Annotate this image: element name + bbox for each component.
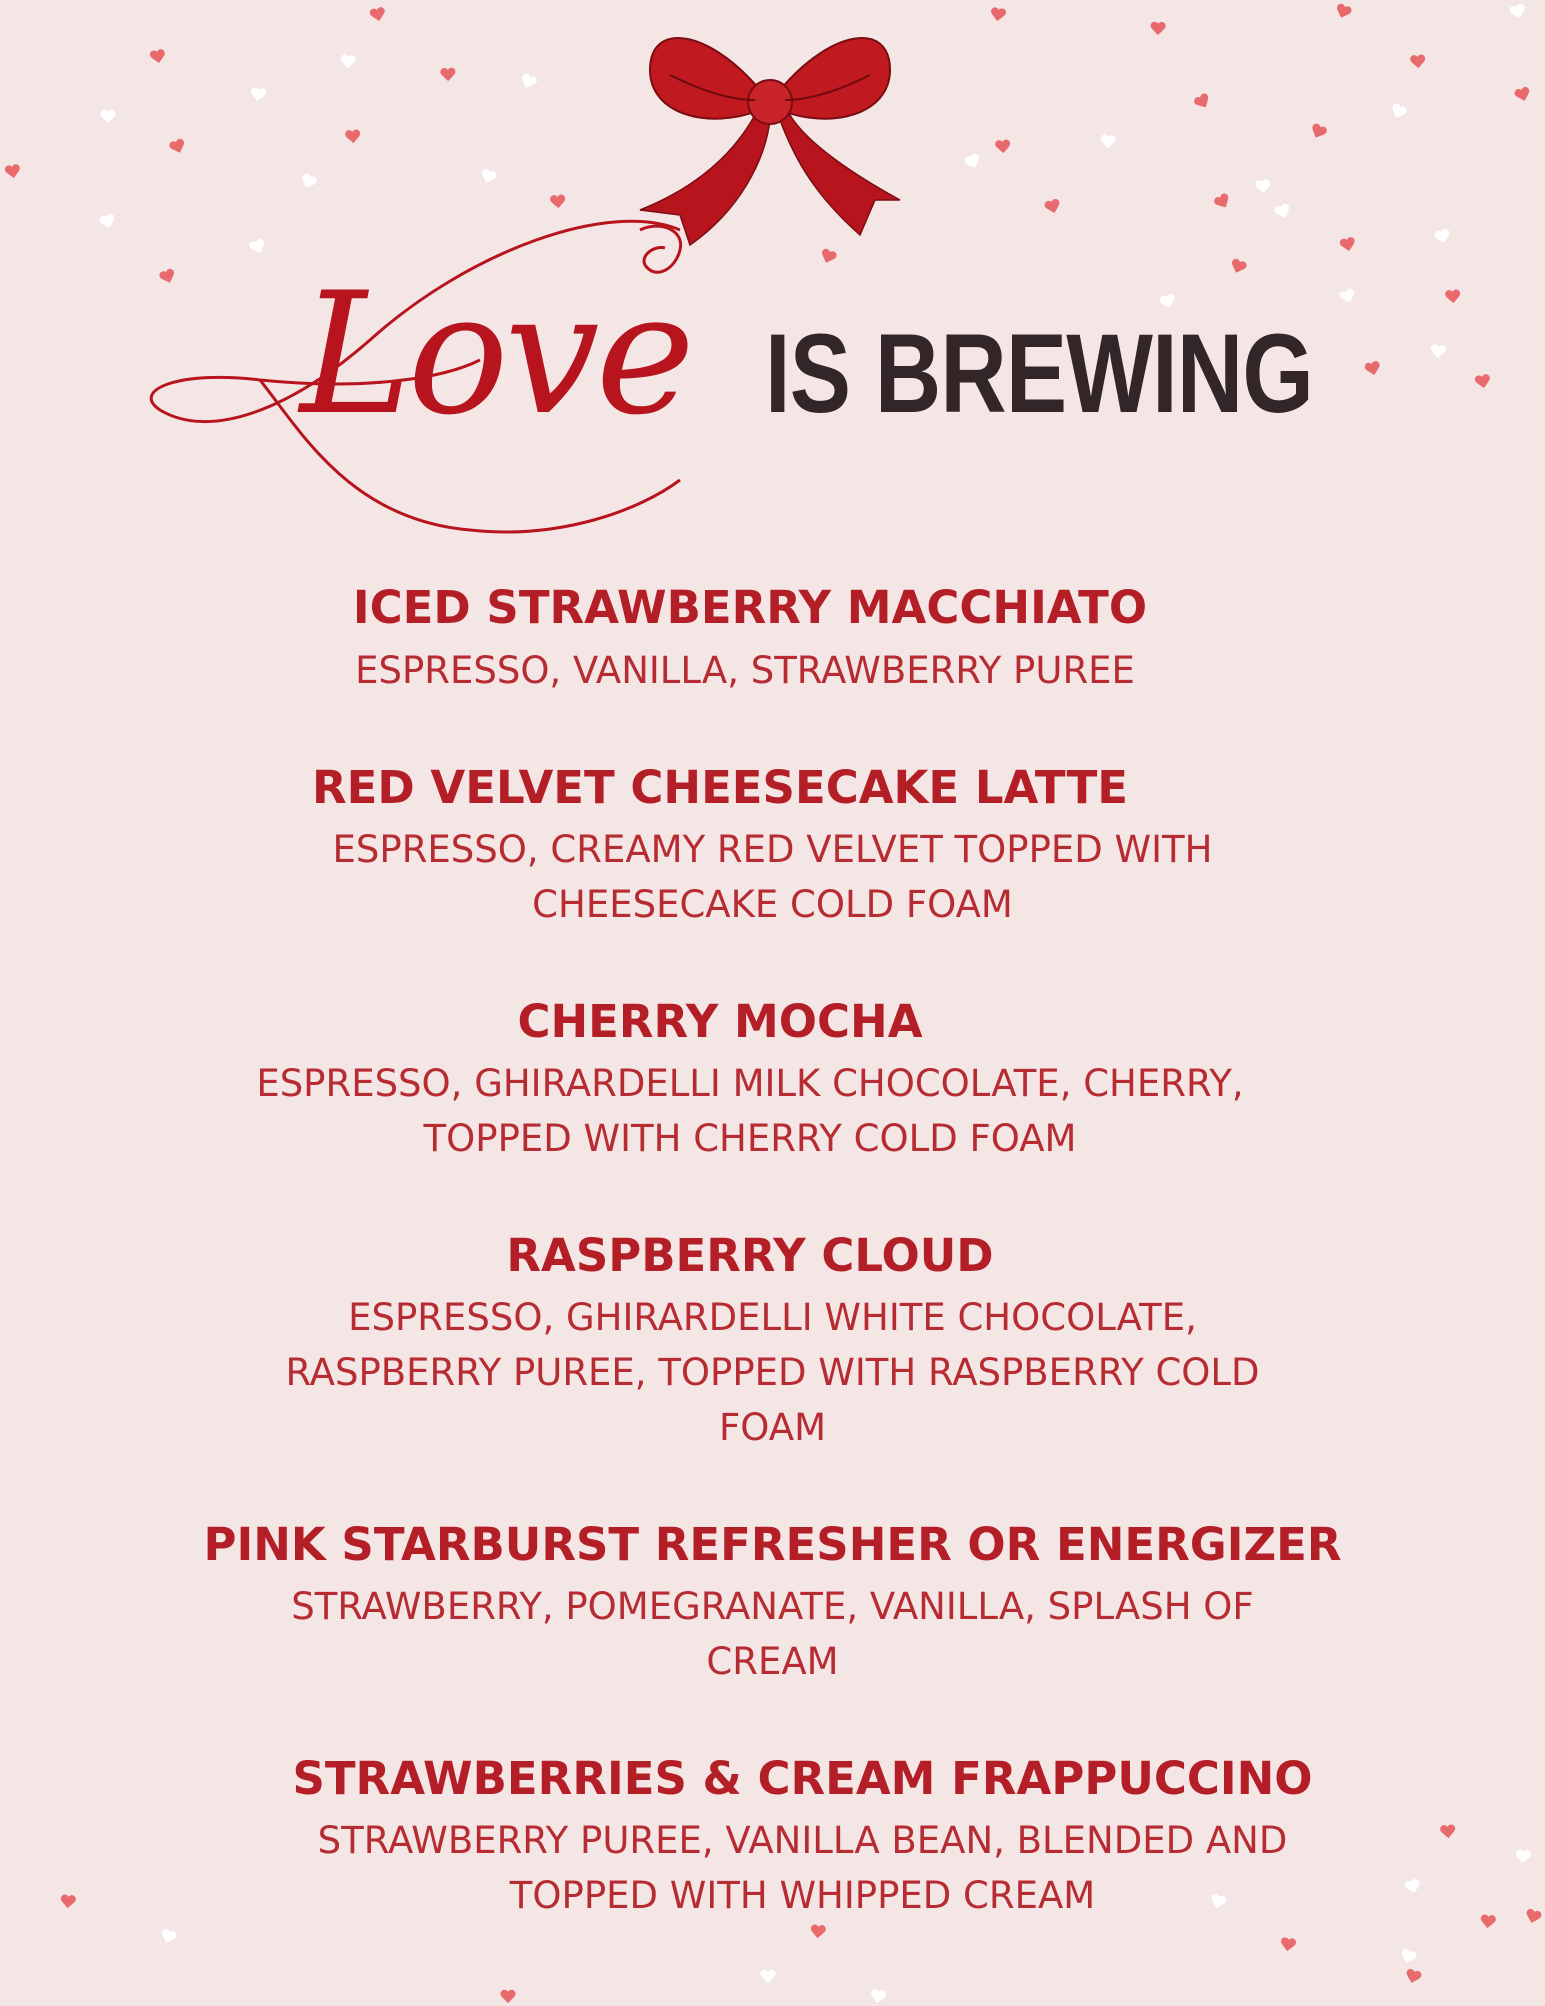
menu-item-name: ICED STRAWBERRY MACCHIATO: [352, 581, 1148, 634]
menu-item-name: RED VELVET CHEESECAKE LATTE: [312, 761, 1128, 814]
menu-item-name: STRAWBERRIES & CREAM FRAPPUCCINO: [292, 1752, 1313, 1805]
heart-confetti-icon: [1279, 1937, 1297, 1954]
menu-item-description: ESPRESSO, CREAMY RED VELVET TOPPED WITH: [332, 828, 1213, 871]
title-is-brewing: IS BREWING: [765, 311, 1313, 436]
heart-confetti-icon: [158, 1928, 178, 1948]
menu-item-description: TOPPED WITH WHIPPED CREAM: [509, 1874, 1096, 1917]
menu-header: [0, 0, 1545, 560]
heart-confetti-icon: [869, 1989, 887, 2006]
menu-item-name: RASPBERRY CLOUD: [506, 1229, 994, 1282]
title-script-love: Love: [300, 256, 692, 452]
menu-item-description: CREAM: [706, 1640, 839, 1683]
heart-confetti-icon: [1398, 1948, 1418, 1968]
menu-item-description: TOPPED WITH CHERRY COLD FOAM: [423, 1117, 1077, 1160]
menu-item-description: STRAWBERRY, POMEGRANATE, VANILLA, SPLASH OF: [291, 1585, 1254, 1628]
heart-confetti-icon: [500, 1990, 516, 2005]
heart-confetti-icon: [1403, 1968, 1422, 1987]
menu-item-description: ESPRESSO, GHIRARDELLI WHITE CHOCOLATE,: [348, 1296, 1197, 1339]
menu-item-description: STRAWBERRY PUREE, VANILLA BEAN, BLENDED AND: [317, 1819, 1288, 1862]
menu-item-description: ESPRESSO, GHIRARDELLI MILK CHOCOLATE, CHERRY,: [256, 1062, 1244, 1105]
menu-item-description: FOAM: [719, 1406, 826, 1449]
menu-item-description: ESPRESSO, VANILLA, STRAWBERRY PUREE: [355, 649, 1135, 692]
heart-confetti-icon: [760, 1970, 776, 1985]
menu-item-name: CHERRY MOCHA: [517, 995, 923, 1048]
menu-item-description: CHEESECAKE COLD FOAM: [532, 883, 1013, 926]
heart-confetti-icon: [809, 1924, 826, 1940]
menu-item-description: RASPBERRY PUREE, TOPPED WITH RASPBERRY COLD: [285, 1351, 1260, 1394]
menu-item-name: PINK STARBURST REFRESHER OR ENERGIZER: [203, 1518, 1342, 1571]
